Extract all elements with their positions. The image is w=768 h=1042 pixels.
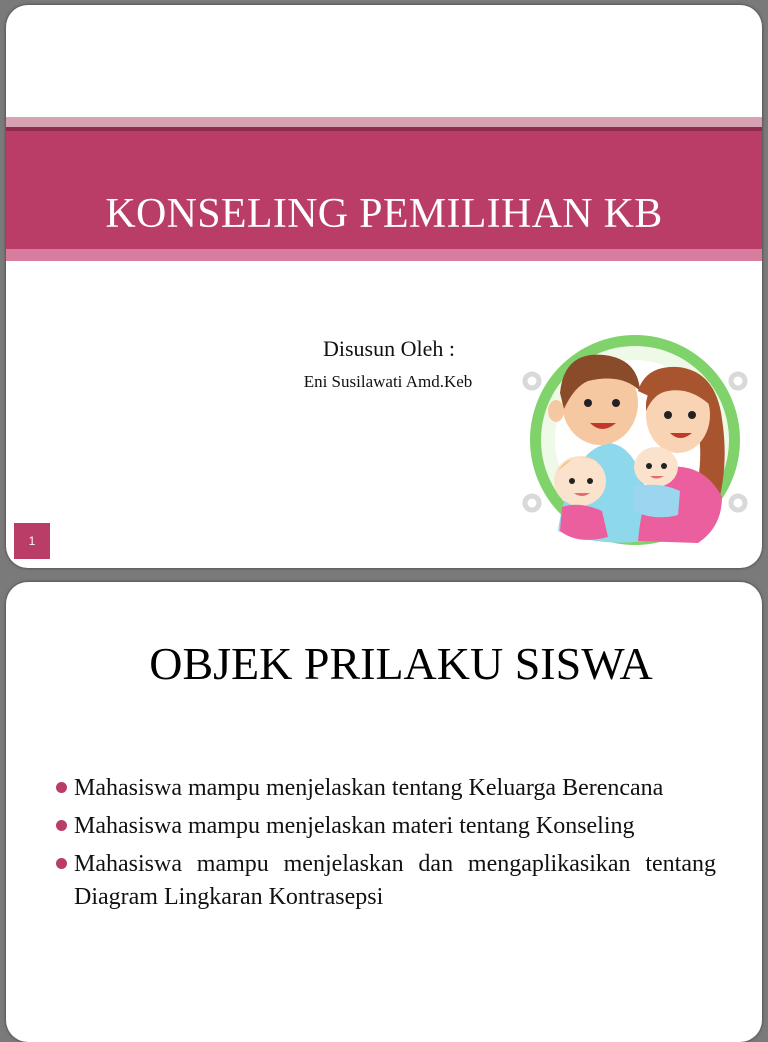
family-with-babies-icon (518, 331, 752, 549)
list-item-text: Mahasiswa mampu menjelaskan dan mengaplikasikan tentang Diagram Lingkaran Kontrasepsi (74, 851, 716, 910)
list-item-text: Mahasiswa mampu menjelaskan materi tentang Konseling (74, 813, 635, 839)
list-item-text: Mahasiswa mampu menjelaskan tentang Keluarga Berencana (74, 775, 664, 801)
objective-list (52, 772, 716, 919)
slide-2 (6, 582, 762, 1042)
title-band-top-stripe (6, 117, 762, 127)
slide-1 (6, 5, 762, 568)
list-item (52, 772, 716, 805)
list-item (52, 810, 716, 843)
bullet-dot-icon (56, 782, 67, 793)
slide-number-badge: 1 (14, 523, 50, 559)
bullet-dot-icon (56, 858, 67, 869)
slide-1-title: KONSELING PEMILIHAN KB (105, 191, 663, 237)
slide-2-title: OBJEK PRILAKU SISWA (149, 638, 653, 689)
author-name: Eni Susilawati Amd.Keb (303, 372, 473, 391)
title-band-bottom-stripe (6, 249, 762, 261)
subtitle-by: Disusun Oleh : (323, 336, 455, 361)
list-item (52, 848, 716, 914)
bullet-dot-icon (56, 820, 67, 831)
